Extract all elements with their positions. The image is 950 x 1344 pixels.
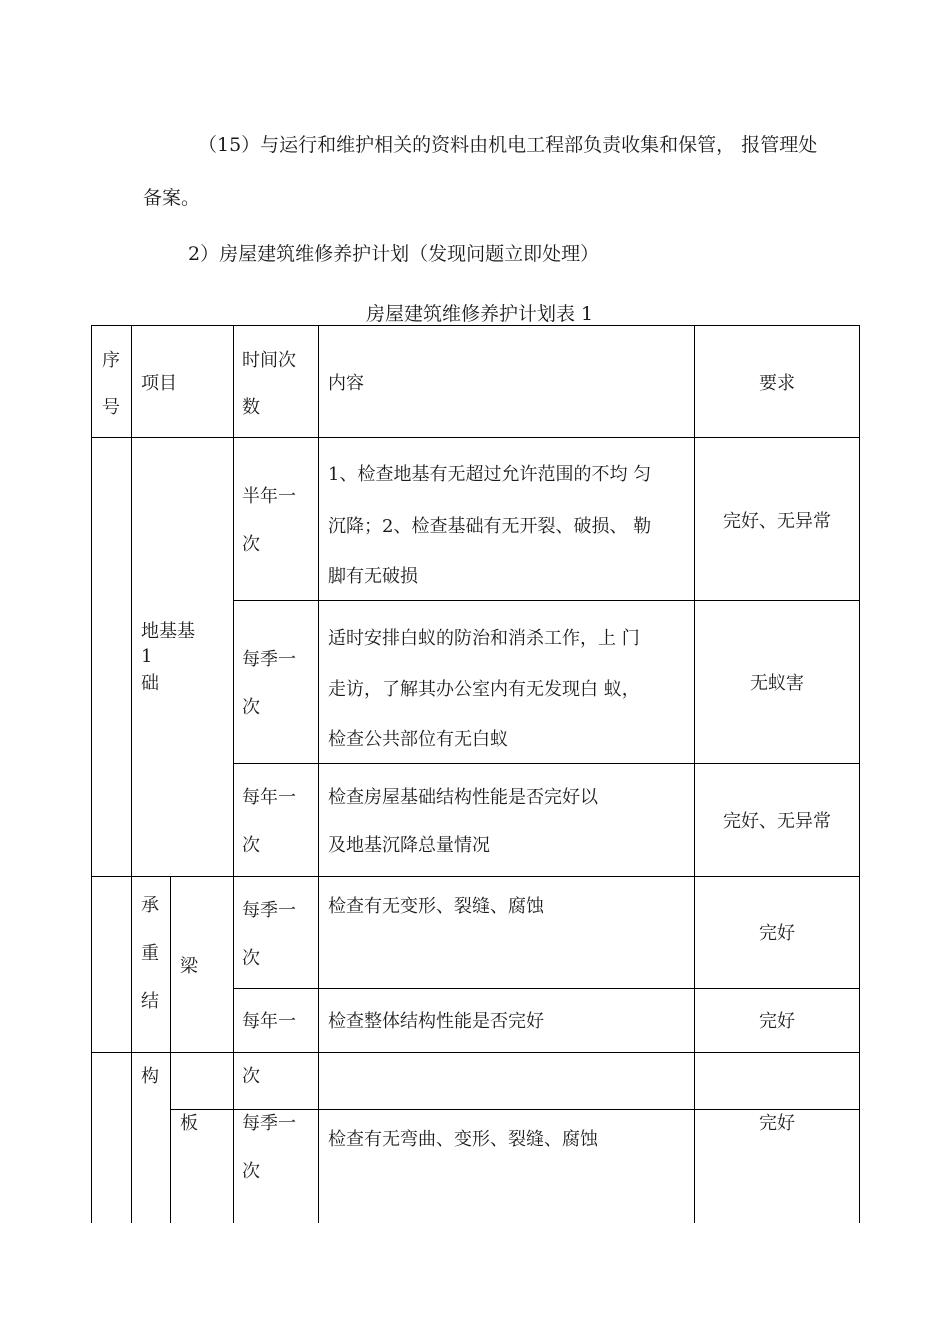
- row-content: 检查房屋基础结构性能是否完好以: [328, 787, 598, 808]
- row-requirement: 无蚁害: [750, 673, 804, 694]
- row-frequency: 次: [242, 534, 260, 555]
- row-content: 检查公共部位有无白蚁: [328, 729, 508, 750]
- header-seq: 序: [102, 350, 120, 371]
- row-frequency: 每年一: [242, 1011, 296, 1032]
- paragraph-15-line-2: 备案。: [143, 187, 201, 209]
- row-frequency: 次: [242, 1161, 260, 1182]
- table-col-divider: [170, 876, 171, 1223]
- row-content: 检查整体结构性能是否完好: [328, 1011, 544, 1032]
- row-requirement: 完好: [759, 923, 795, 944]
- row-frequency: 次: [242, 948, 260, 969]
- header-frequency: 数: [242, 397, 260, 418]
- row-content: 1、检查地基有无超过允许范围的不均 匀: [328, 464, 652, 485]
- row-content: 沉降；2、检查基础有无开裂、破损、 勒: [328, 516, 652, 537]
- bearing-structure-label: 承: [141, 895, 159, 916]
- row-content: 适时安排白蚁的防治和消杀工作，上 门: [328, 628, 640, 649]
- header-seq: 号: [102, 397, 120, 418]
- header-item: 项目: [141, 373, 177, 394]
- beam-label: 梁: [180, 956, 198, 977]
- row-frequency: 每季一: [242, 1113, 296, 1134]
- row-frequency: 次: [242, 697, 260, 718]
- table-border-top: [91, 325, 860, 326]
- row-frequency: 半年一: [242, 486, 296, 507]
- row-content: 检查有无弯曲、变形、裂缝、腐蚀: [328, 1129, 598, 1150]
- row-frequency: 每季一: [242, 900, 296, 921]
- table-row-divider: [91, 876, 860, 877]
- header-requirement: 要求: [759, 373, 795, 394]
- bearing-structure-label: 重: [141, 943, 159, 964]
- row-content: 走访，了解其办公室内有无发现白 蚁，: [328, 679, 640, 700]
- table-col-divider: [694, 325, 695, 1223]
- table-row-divider: [233, 988, 860, 989]
- foundation-label: 础: [141, 673, 159, 694]
- row-requirement: 完好、无异常: [723, 811, 831, 832]
- table-border-right: [859, 325, 860, 1223]
- row-content: 检查有无变形、裂缝、腐蚀: [328, 896, 544, 917]
- slab-label: 板: [180, 1113, 198, 1134]
- row-content: 及地基沉降总量情况: [328, 835, 490, 856]
- row-requirement: 完好、无异常: [723, 511, 831, 532]
- table-row-divider: [233, 600, 860, 601]
- header-frequency: 时间次: [242, 350, 296, 371]
- table-row-divider: [91, 437, 860, 438]
- bearing-structure-label: 结: [141, 991, 159, 1012]
- table-col-divider: [131, 325, 132, 1223]
- section-heading: 2）房屋建筑维修养护计划（发现问题立即处理）: [188, 243, 600, 265]
- row-frequency: 每年一: [242, 787, 296, 808]
- row-content: 脚有无破损: [328, 566, 418, 587]
- table-caption: 房屋建筑维修养护计划表 1: [366, 303, 594, 325]
- bearing-structure-label: 构: [141, 1066, 159, 1087]
- row-frequency: 每季一: [242, 649, 296, 670]
- table-border-left: [91, 325, 92, 1223]
- table-col-divider: [318, 325, 319, 1223]
- row-frequency: 次: [242, 1066, 260, 1087]
- row-requirement: 完好: [759, 1011, 795, 1032]
- table-row-divider: [170, 1109, 860, 1110]
- table-col-divider: [233, 325, 234, 1223]
- foundation-label: 地基基: [141, 621, 195, 642]
- header-content: 内容: [328, 373, 364, 394]
- foundation-seq-number: 1: [141, 646, 153, 667]
- paragraph-15-line-1: （15）与运行和维护相关的资料由机电工程部负责收集和保管， 报管理处: [198, 134, 818, 156]
- row-requirement: 完好: [759, 1113, 795, 1134]
- table-row-divider: [233, 763, 860, 764]
- table-page-break-line: [91, 1052, 860, 1053]
- row-frequency: 次: [242, 835, 260, 856]
